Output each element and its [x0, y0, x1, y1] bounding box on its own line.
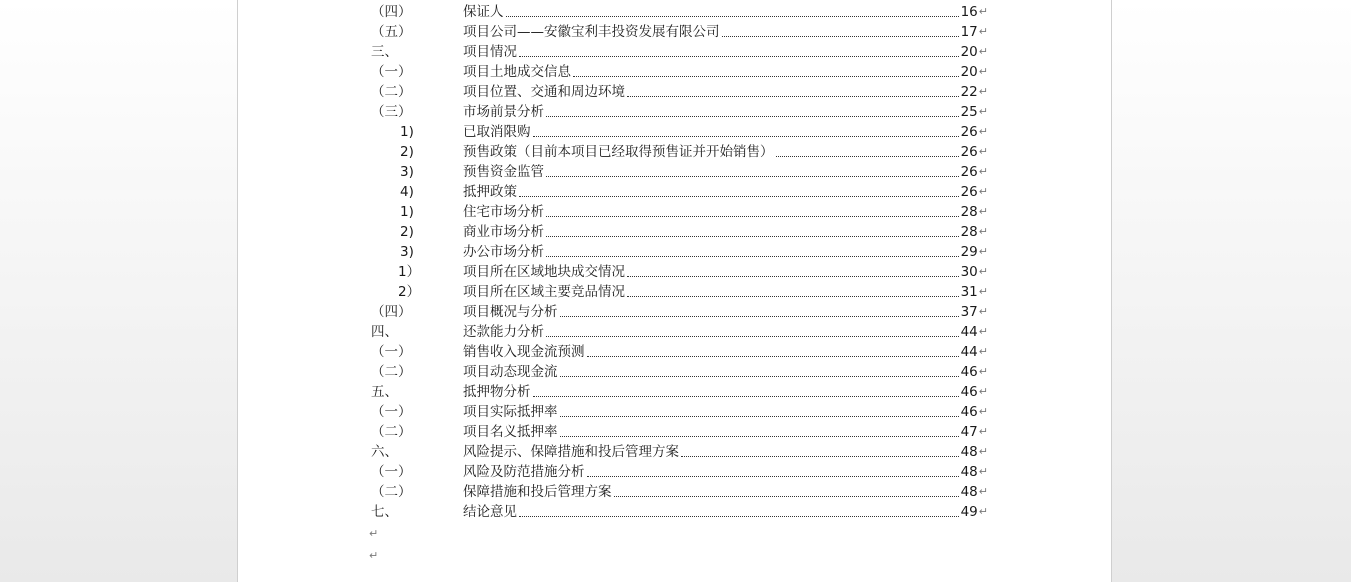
- paragraph-mark-icon: ↵: [978, 225, 988, 238]
- paragraph-mark-icon: ↵: [978, 85, 988, 98]
- toc-entry-leader: [463, 262, 988, 282]
- paragraph-mark-icon: ↵: [978, 145, 988, 158]
- toc-entry[interactable]: [238, 2, 1113, 22]
- toc-entry-leader: [463, 282, 988, 302]
- toc-entry[interactable]: [238, 382, 1113, 402]
- toc-entry-page-number: 30: [960, 264, 978, 280]
- toc-entry-title: 项目动态现金流: [463, 364, 558, 380]
- toc-entry[interactable]: [238, 402, 1113, 422]
- toc-entry-page-number: 46: [960, 404, 978, 420]
- toc-entry-number: （二）: [371, 424, 412, 440]
- toc-entry[interactable]: [238, 262, 1113, 282]
- dot-leader: [560, 315, 959, 317]
- toc-entry[interactable]: [238, 362, 1113, 382]
- toc-entry-leader: [463, 362, 988, 382]
- toc-entry[interactable]: [238, 182, 1113, 202]
- toc-entry-title: 商业市场分析: [463, 224, 544, 240]
- toc-entry-number: （二）: [371, 364, 412, 380]
- toc-entry-leader: [463, 142, 988, 162]
- toc-entry-title: 还款能力分析: [463, 324, 544, 340]
- toc-entry-title: 项目土地成交信息: [463, 64, 571, 80]
- toc-entry-leader: [463, 222, 988, 242]
- toc-entry[interactable]: [238, 62, 1113, 82]
- toc-entry-page-number: 47: [960, 424, 978, 440]
- toc-entry[interactable]: [238, 102, 1113, 122]
- dot-leader: [533, 395, 959, 397]
- paragraph-mark-icon: ↵: [978, 65, 988, 78]
- toc-entry-leader: [463, 242, 988, 262]
- toc-entry-leader: [463, 302, 988, 322]
- dot-leader: [627, 295, 959, 297]
- dot-leader: [614, 495, 959, 497]
- toc-entry-leader: [463, 102, 988, 122]
- toc-entry-title: 保障措施和投后管理方案: [463, 484, 612, 500]
- dot-leader: [519, 515, 959, 517]
- toc-entry-page-number: 26: [960, 124, 978, 140]
- toc-entry-number: 七、: [371, 504, 398, 520]
- paragraph-mark-icon: ↵: [978, 125, 988, 138]
- paragraph-mark-icon: ↵: [978, 265, 988, 278]
- toc-entry-number: （一）: [371, 344, 412, 360]
- dot-leader: [776, 155, 959, 157]
- toc-entry-page-number: 26: [960, 184, 978, 200]
- toc-entry-page-number: 48: [960, 444, 978, 460]
- toc-entry-number: 1): [400, 204, 414, 220]
- toc-entry-leader: [463, 42, 988, 62]
- toc-entry-page-number: 28: [960, 204, 978, 220]
- toc-entry-number: 2): [400, 144, 414, 160]
- dot-leader: [546, 335, 959, 337]
- dot-leader: [587, 475, 959, 477]
- toc-entry[interactable]: [238, 222, 1113, 242]
- toc-entry-title: 项目所在区域地块成交情况: [463, 264, 625, 280]
- toc-entry-title: 预售资金监管: [463, 164, 544, 180]
- toc-entry-page-number: 28: [960, 224, 978, 240]
- toc-entry-page-number: 20: [960, 64, 978, 80]
- toc-entry-page-number: 48: [960, 484, 978, 500]
- paragraph-mark-icon: ↵: [978, 185, 988, 198]
- toc-entry[interactable]: [238, 342, 1113, 362]
- toc-entry-leader: [463, 462, 988, 482]
- dot-leader: [627, 95, 959, 97]
- toc-entry-page-number: 44: [960, 344, 978, 360]
- toc-entry-number: 2）: [398, 284, 421, 300]
- toc-entry-title: 项目名义抵押率: [463, 424, 558, 440]
- toc-entry-number: 四、: [371, 324, 398, 340]
- toc-entry-title: 风险提示、保障措施和投后管理方案: [463, 444, 679, 460]
- toc-entry-number: 4): [400, 184, 414, 200]
- paragraph-mark-icon: ↵: [978, 365, 988, 378]
- toc-entry[interactable]: [238, 162, 1113, 182]
- toc-entry-number: （三）: [371, 104, 412, 120]
- toc-entry-page-number: 48: [960, 464, 978, 480]
- toc-entry-leader: [463, 22, 988, 42]
- toc-entry-number: 3): [400, 244, 414, 260]
- toc-entry-title: 项目所在区域主要竞品情况: [463, 284, 625, 300]
- toc-entry-title: 已取消限购: [463, 124, 531, 140]
- toc-entry[interactable]: [238, 462, 1113, 482]
- toc-entry-number: （五）: [371, 24, 412, 40]
- dot-leader: [519, 55, 959, 57]
- toc-entry-page-number: 44: [960, 324, 978, 340]
- paragraph-mark-icon: ↵: [978, 445, 988, 458]
- toc-entry-leader: [463, 342, 988, 362]
- toc-entry-page-number: 17: [960, 24, 978, 40]
- paragraph-mark-icon: ↵: [978, 425, 988, 438]
- toc-entry-number: 1): [400, 124, 414, 140]
- toc-entry[interactable]: [238, 142, 1113, 162]
- paragraph-mark-icon: ↵: [978, 345, 988, 358]
- toc-entry[interactable]: [238, 42, 1113, 62]
- toc-entry[interactable]: [238, 202, 1113, 222]
- toc-entry-leader: [463, 122, 988, 142]
- paragraph-mark-icon: ↵: [978, 165, 988, 178]
- toc-entry-title: 风险及防范措施分析: [463, 464, 585, 480]
- toc-entry-number: （一）: [371, 64, 412, 80]
- dot-leader: [546, 215, 959, 217]
- toc-entry-page-number: 20: [960, 44, 978, 60]
- toc-entry-title: 市场前景分析: [463, 104, 544, 120]
- toc-entry[interactable]: [238, 482, 1113, 502]
- toc-entry-title: 结论意见: [463, 504, 517, 520]
- toc-entry-number: （二）: [371, 484, 412, 500]
- paragraph-mark-icon: ↵: [978, 405, 988, 418]
- toc-entry-number: （四）: [371, 304, 412, 320]
- toc-entry-leader: [463, 62, 988, 82]
- toc-entry-page-number: 49: [960, 504, 978, 520]
- toc-entry-page-number: 25: [960, 104, 978, 120]
- toc-entry-title: 抵押物分析: [463, 384, 531, 400]
- toc-entry-number: 五、: [371, 384, 398, 400]
- toc-entry-title: 销售收入现金流预测: [463, 344, 585, 360]
- toc-entry-title: 项目情况: [463, 44, 517, 60]
- toc-entry-page-number: 22: [960, 84, 978, 100]
- toc-entry-title: 保证人: [463, 4, 504, 20]
- toc-entry-page-number: 16: [960, 4, 978, 20]
- toc-entry-title: 住宅市场分析: [463, 204, 544, 220]
- dot-leader: [560, 415, 959, 417]
- toc-entry-number: （一）: [371, 464, 412, 480]
- toc-entry-leader: [463, 422, 988, 442]
- dot-leader: [533, 135, 959, 137]
- paragraph-mark-icon: ↵: [978, 305, 988, 318]
- dot-leader: [546, 255, 959, 257]
- toc-entry-leader: [463, 442, 988, 462]
- toc-entry-leader: [463, 82, 988, 102]
- document-page: [237, 0, 1112, 582]
- dot-leader: [627, 275, 959, 277]
- toc-entry[interactable]: [238, 122, 1113, 142]
- paragraph-mark-icon: ↵: [978, 245, 988, 258]
- toc-entry-leader: [463, 162, 988, 182]
- toc-entry-page-number: 37: [960, 304, 978, 320]
- toc-entry-title: 办公市场分析: [463, 244, 544, 260]
- paragraph-mark-icon: ↵: [978, 285, 988, 298]
- toc-entry-leader: [463, 382, 988, 402]
- dot-leader: [506, 15, 959, 17]
- toc-entry-page-number: 31: [960, 284, 978, 300]
- toc-entry-number: （一）: [371, 404, 412, 420]
- paragraph-mark-icon: ↵: [978, 465, 988, 478]
- toc-entry-title: 项目概况与分析: [463, 304, 558, 320]
- toc-entry-page-number: 29: [960, 244, 978, 260]
- toc-entry[interactable]: [238, 422, 1113, 442]
- toc-entry-leader: [463, 502, 988, 522]
- paragraph-mark-icon: ↵: [978, 325, 988, 338]
- paragraph-mark-icon: ↵: [369, 527, 379, 540]
- toc-entry-title: 项目位置、交通和周边环境: [463, 84, 625, 100]
- toc-entry-leader: [463, 402, 988, 422]
- dot-leader: [546, 175, 959, 177]
- toc-entry-title: 抵押政策: [463, 184, 517, 200]
- dot-leader: [573, 75, 959, 77]
- toc-entry-leader: [463, 482, 988, 502]
- toc-entry-number: 三、: [371, 44, 398, 60]
- toc-entry-title: 项目公司——安徽宝利丰投资发展有限公司: [463, 24, 720, 40]
- toc-entry-leader: [463, 202, 988, 222]
- dot-leader: [519, 195, 959, 197]
- paragraph-mark-icon: ↵: [978, 505, 988, 518]
- toc-entry-page-number: 46: [960, 364, 978, 380]
- paragraph-mark-icon: ↵: [978, 105, 988, 118]
- paragraph-mark-icon: ↵: [978, 485, 988, 498]
- paragraph-mark-icon: ↵: [978, 25, 988, 38]
- toc-entry-leader: [463, 182, 988, 202]
- dot-leader: [560, 375, 959, 377]
- toc-entry-page-number: 26: [960, 164, 978, 180]
- paragraph-mark-icon: ↵: [978, 385, 988, 398]
- toc-entry-title: 项目实际抵押率: [463, 404, 558, 420]
- toc-entry-page-number: 46: [960, 384, 978, 400]
- toc-entry[interactable]: [238, 302, 1113, 322]
- dot-leader: [587, 355, 959, 357]
- paragraph-mark-icon: ↵: [369, 549, 379, 562]
- toc-entry[interactable]: [238, 242, 1113, 262]
- dot-leader: [681, 455, 959, 457]
- toc-entry[interactable]: [238, 322, 1113, 342]
- dot-leader: [546, 235, 959, 237]
- toc-entry-number: （二）: [371, 84, 412, 100]
- toc-entry-number: 2): [400, 224, 414, 240]
- toc-entry-number: 3): [400, 164, 414, 180]
- toc-entry[interactable]: [238, 22, 1113, 42]
- toc-entry-number: 六、: [371, 444, 398, 460]
- toc-entry-number: （四）: [371, 4, 412, 20]
- dot-leader: [722, 35, 959, 37]
- paragraph-mark-icon: ↵: [978, 45, 988, 58]
- toc-entry[interactable]: [238, 282, 1113, 302]
- toc-entry-number: 1）: [398, 264, 421, 280]
- paragraph-mark-icon: ↵: [978, 205, 988, 218]
- paragraph-mark-icon: ↵: [978, 5, 988, 18]
- toc-entry[interactable]: [238, 502, 1113, 522]
- toc-entry-leader: [463, 322, 988, 342]
- toc-entry-leader: [463, 2, 988, 22]
- dot-leader: [560, 435, 959, 437]
- toc-entry-title: 预售政策（目前本项目已经取得预售证并开始销售）: [463, 144, 774, 160]
- toc-entry[interactable]: [238, 82, 1113, 102]
- dot-leader: [546, 115, 959, 117]
- toc-entry[interactable]: [238, 442, 1113, 462]
- toc-entry-page-number: 26: [960, 144, 978, 160]
